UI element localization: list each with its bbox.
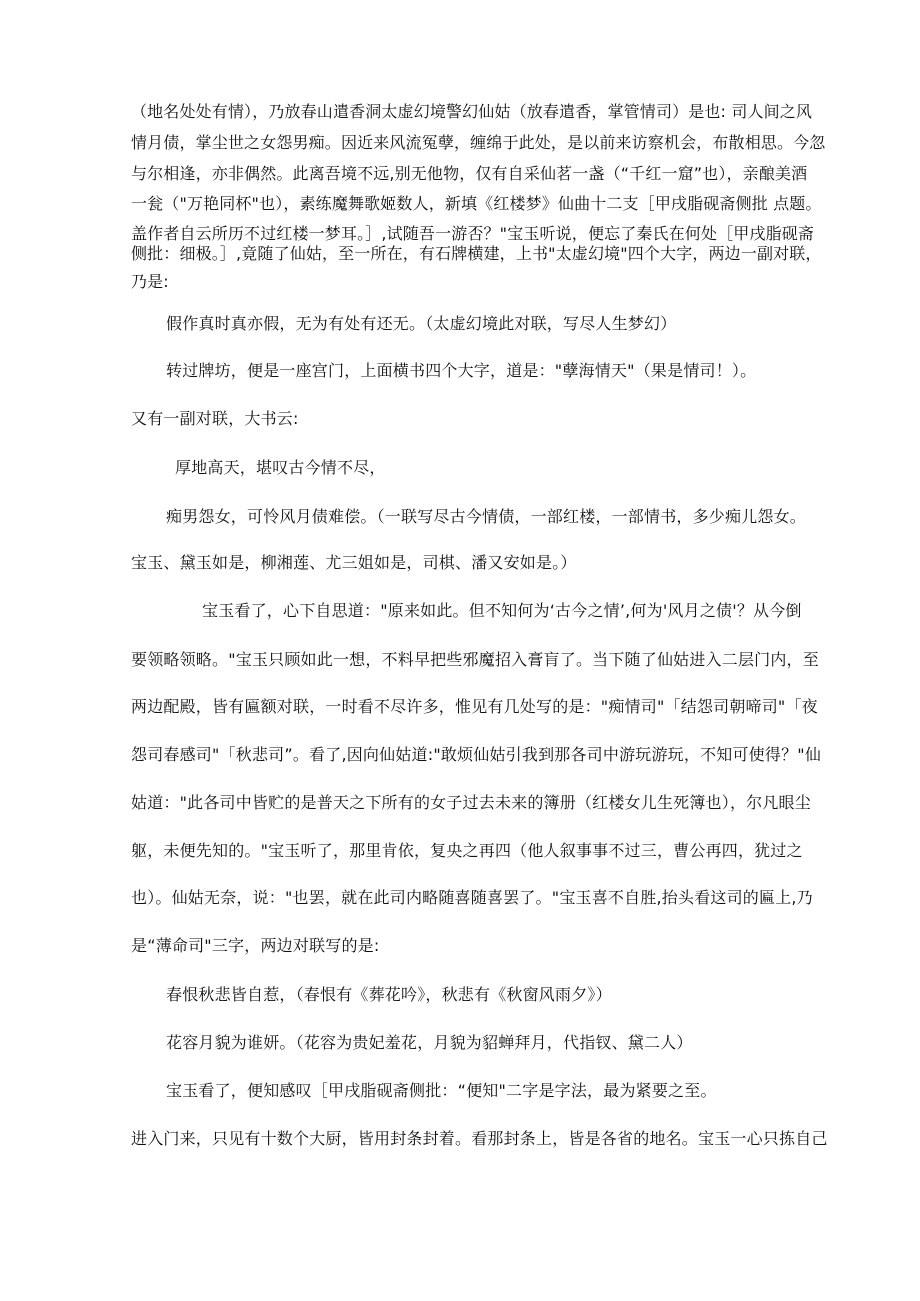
text-line: 躯，未便先知的。"宝玉听了，那里肯依，复央之再四（他人叙事事不过三，曹公再四，犹过之 xyxy=(131,841,803,860)
text-line: 宝玉、黛玉如是，柳湘莲、尤三姐如是，司棋、潘又安如是。） xyxy=(131,553,577,572)
text-line: 侧批：细极。］,竟随了仙姑，至一所在，有石牌横建，上书"太虚幻境"四个大字，两边一副对联， xyxy=(131,244,822,263)
text-line: 情月债，掌尘世之女怨男痴。因近来风流冤孽，缠绵于此处，是以前来访察机会，布散相思。今忽 xyxy=(131,133,826,152)
text-line: 也）。仙姑无奈，说："也罢，就在此司内略随喜随喜罢了。"宝玉喜不自胜,抬头看这司的匾上,乃 xyxy=(131,888,813,907)
text-line: 是“薄命司"三字，两边对联写的是: xyxy=(131,936,380,955)
text-line: 与尔相逢，亦非偶然。此离吾境不远,别无他物，仅有自采仙茗一盏（“千红一窟”也），亲酿美酒 xyxy=(131,164,808,183)
couplet-line: 春恨秋悲皆自惹，（春恨有《葬花吟》，秋悲有《秋窗风雨夕》） xyxy=(166,985,612,1004)
text-line: 两边配殿，皆有匾额对联，一时看不尽许多，惟见有几处写的是："痴情司"「结怨司朝啼司"「夜 xyxy=(131,697,818,716)
text-line: 一瓮（"万艳同杯"也），素练魔舞歌姬数人，新填《红楼梦》仙曲十二支［甲戌脂砚斋侧批 点题。 xyxy=(131,194,822,213)
text-line: 宝玉看了，心下自思道："原来如此。但不知何为‘古今之情’,何为'风月之债'？从今倒 xyxy=(202,601,802,620)
couplet-line: 痴男怨女，可怜风月债难偿。（一联写尽古今情债，一部红楼，一部情书，多少痴儿怨女。 xyxy=(166,507,807,526)
couplet-line: 花容月貌为谁妍。（花容为贵妃羞花，月貌为貂蝉拜月，代指钗、黛二人） xyxy=(166,1033,693,1052)
text-line: 又有一副对联，大书云: xyxy=(131,409,299,428)
text-line: 转过牌坊，便是一座宫门，上面横书四个大字，道是："孽海情天"（果是情司！）。 xyxy=(166,361,757,380)
text-line: 乃是: xyxy=(131,272,169,291)
couplet-line: 假作真时真亦假，无为有处有还无。（太虚幻境此对联，写尽人生梦幻） xyxy=(166,314,677,333)
text-line: （地名处处有情），乃放春山遣香洞太虚幻境警幻仙姑（放春遣香，掌管情司）是也: 司人间之风 xyxy=(131,102,813,121)
text-line: 进入门来，只见有十数个大厨，皆用封条封着。看那封条上，皆是各省的地名。宝玉一心只拣自己 xyxy=(131,1129,828,1148)
text-line: 怨司春感司"「秋悲司”。看了,因向仙姑道:"敢烦仙姑引我到那各司中游玩游玩，不知可使得？"仙 xyxy=(131,745,822,764)
text-line: 宝玉看了，便知感叹［甲戌脂砚斋侧批：“便知"二字是字法，最为紧要之至。 xyxy=(166,1081,717,1100)
text-line: 要领略领略。"宝玉只顾如此一想，不料早把些邪魔招入膏肓了。当下随了仙姑进入二层门内，至 xyxy=(131,650,819,669)
couplet-line: 厚地高天，堪叹古今情不尽， xyxy=(175,458,386,477)
text-line: 姑道："此各司中皆贮的是普天之下所有的女子过去未来的簿册（红楼女儿生死簿也），尔凡眼尘 xyxy=(131,793,811,812)
text-line: 盖作者自云所历不过红楼一梦耳。］,试随吾一游否？"宝玉听说，便忘了秦氏在何处［甲戌脂砚斋 xyxy=(131,224,815,243)
